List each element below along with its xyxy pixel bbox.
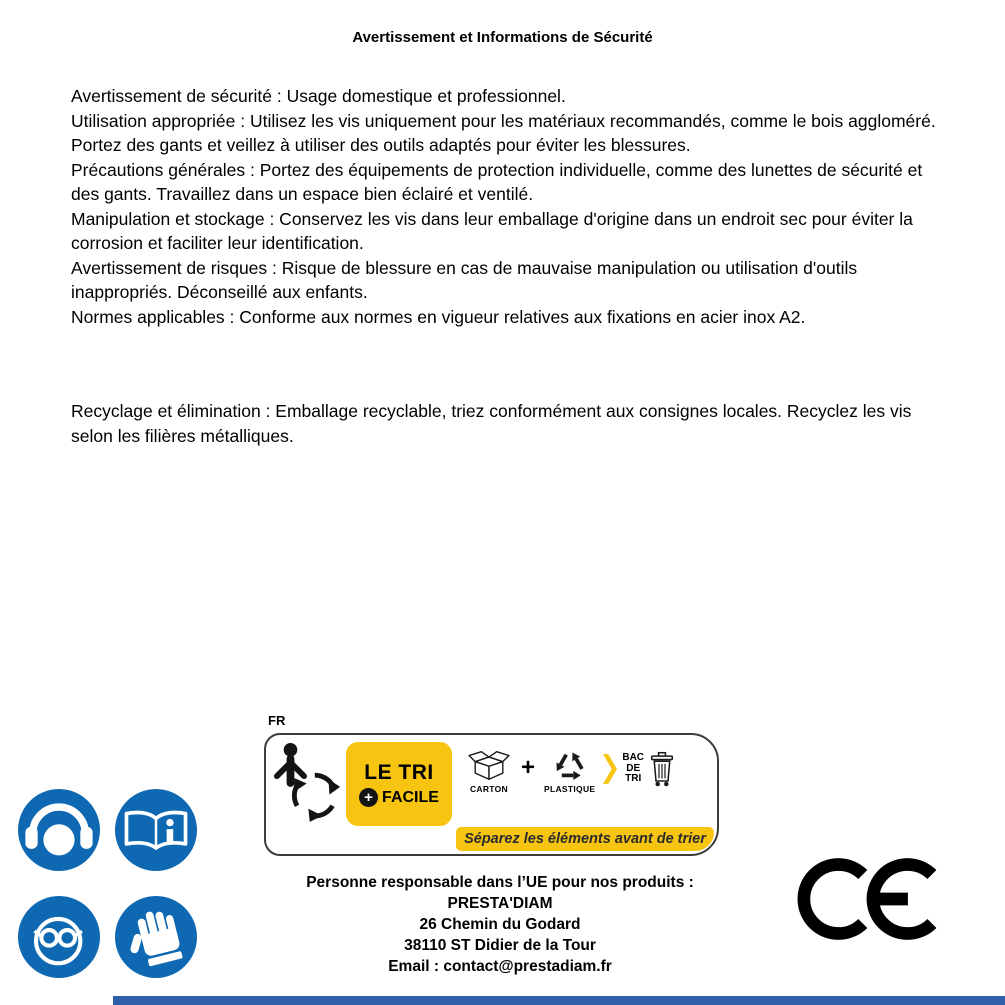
- address-city: 38110 ST Didier de la Tour: [404, 937, 596, 954]
- safety-paragraph: Avertissement de risques : Risque de blessure en cas de mauvaise manipulation ou utilisation d'outils inappropriés. Déconseillé aux enfants.: [71, 257, 858, 302]
- protective-gloves-icon: [115, 896, 197, 978]
- chevron-right-icon: [603, 754, 617, 784]
- plastique-label: PLASTIQUE: [544, 784, 596, 794]
- safety-paragraph: Avertissement de sécurité : Usage domestique et professionnel.: [71, 86, 566, 106]
- contact-email: Email : contact@prestadiam.fr: [388, 958, 612, 975]
- safety-paragraph: Utilisation appropriée : Utilisez les vis uniquement pour les matériaux recommandés, comme le bois aggloméré. Portez des gants et veillez à utiliser des outils adaptés pour éviter les blessures.: [71, 110, 936, 155]
- tri-headline-bottom-text: FACILE: [382, 788, 439, 806]
- tri-headline-top: LE TRI: [364, 761, 434, 784]
- footer-accent-bar: [113, 996, 1005, 1005]
- responsible-party-block: [240, 872, 760, 977]
- safety-paragraph: Précautions générales : Portez des équipements de protection individuelle, comme des lunettes de sécurité et des gants. Travaillez dans un espace bien éclairé et ventilé.: [71, 159, 923, 204]
- responsible-heading: Personne responsable dans l’UE pour nos produits :: [306, 874, 694, 891]
- material-carton: [466, 749, 512, 794]
- safety-paragraph: Normes applicables : Conforme aux normes en vigueur relatives aux fixations en acier inox A2.: [71, 306, 806, 327]
- mandatory-pictogram-grid: [18, 789, 197, 978]
- recycle-triangle-icon: [551, 749, 589, 782]
- company-name: PRESTA'DIAM: [447, 895, 553, 912]
- read-manual-icon: [115, 789, 197, 871]
- sorting-bin-group: [603, 751, 675, 787]
- tri-headline-bottom: [359, 788, 439, 807]
- recycling-paragraph: Recyclage et élimination : Emballage recyclable, triez conformément aux consignes locales. Recyclez les vis selon les filières métalliques.: [71, 401, 912, 446]
- plus-badge-icon: +: [359, 788, 378, 807]
- sorting-instruction: Séparez les éléments avant de trier: [456, 827, 714, 851]
- info-tri-label: [264, 733, 719, 856]
- document-title: Avertissement et Informations de Sécurité: [352, 29, 653, 46]
- packaging-materials: [466, 749, 595, 794]
- eye-protection-icon: [18, 896, 100, 978]
- address-street: 26 Chemin du Godard: [419, 916, 581, 933]
- carton-label: CARTON: [469, 784, 508, 794]
- safety-paragraph: Manipulation et stockage : Conservez les vis dans leur emballage d'origine dans un endroit sec pour éviter la corrosion et faciliter leur identification.: [71, 208, 913, 253]
- carton-box-icon: [466, 749, 512, 782]
- materials-plus-sign: +: [521, 754, 536, 781]
- triman-logo-icon: [272, 739, 344, 823]
- bin-caption: BAC DE TRI: [622, 752, 645, 785]
- ear-protection-icon: [18, 789, 100, 871]
- country-code-label: FR: [268, 713, 286, 728]
- tri-facile-banner: [346, 742, 452, 826]
- ce-mark-icon: [797, 851, 947, 947]
- wheeled-bin-icon: [649, 751, 675, 787]
- safety-text-block: [71, 84, 943, 448]
- material-plastique: [544, 749, 595, 794]
